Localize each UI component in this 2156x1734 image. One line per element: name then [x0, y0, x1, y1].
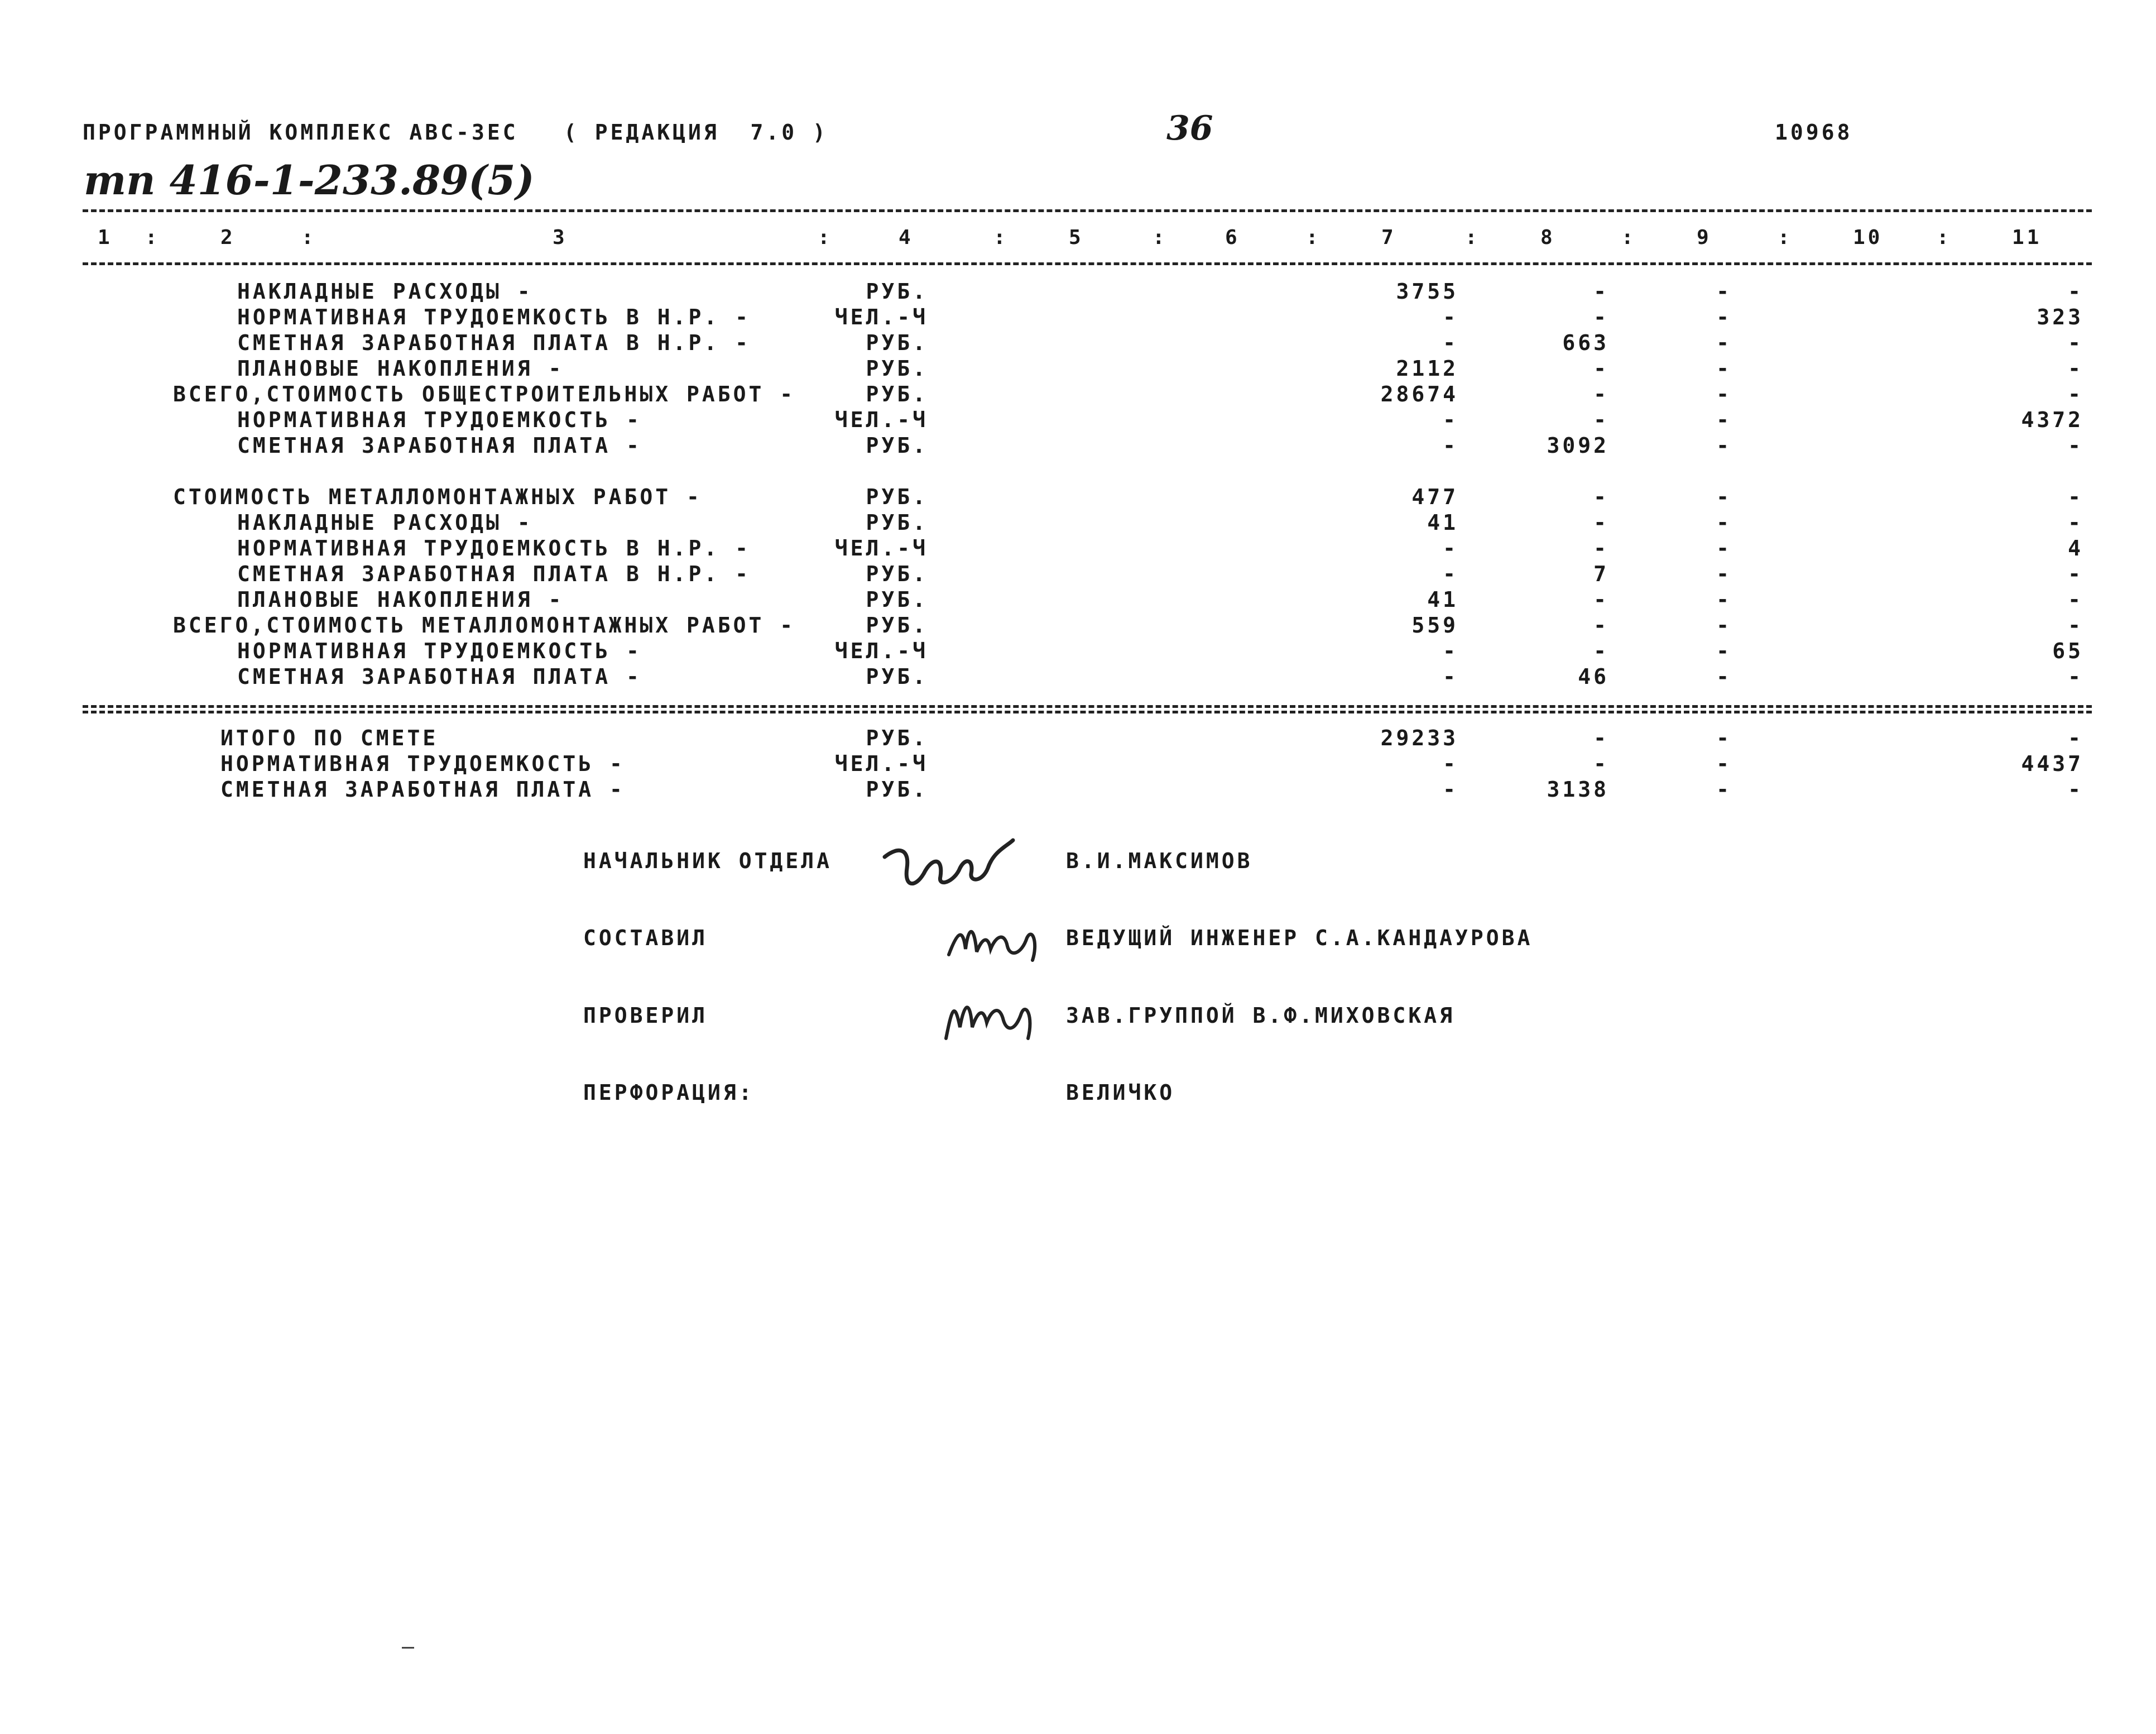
rule-totals-top-2: [83, 711, 2092, 713]
col-3: 3: [553, 226, 568, 249]
col-sep: :: [145, 226, 160, 249]
row-unit: РУБ.: [866, 726, 928, 750]
row-col-11: 4372: [2021, 408, 2083, 432]
row-col-7: -: [1443, 777, 1458, 802]
row-col-8: 7: [1593, 562, 1609, 586]
row-col-9: -: [1716, 562, 1732, 586]
row-label: СМЕТНАЯ ЗАРАБОТНАЯ ПЛАТА -: [220, 777, 625, 802]
row-col-7: -: [1443, 751, 1458, 776]
table-row: [0, 777, 2156, 803]
row-col-8: -: [1593, 382, 1609, 406]
sig-name-perforation: ВЕЛИЧКО: [1066, 1080, 1175, 1105]
table-row: [0, 726, 2156, 751]
row-col-7: -: [1443, 664, 1458, 689]
row-col-9: -: [1716, 510, 1732, 535]
row-col-11: -: [2068, 356, 2083, 381]
row-unit: ЧЕЛ.-Ч: [834, 408, 928, 432]
table-row: [0, 510, 2156, 536]
row-col-11: -: [2068, 664, 2083, 689]
edition-label: ( РЕДАКЦИЯ 7.0 ): [564, 120, 828, 145]
signature-head-drawing: [876, 835, 1021, 896]
row-col-7: 41: [1427, 587, 1458, 612]
row-col-9: -: [1716, 279, 1732, 304]
rule-totals-top: [83, 705, 2092, 708]
row-col-9: -: [1716, 639, 1732, 663]
program-title: ПРОГРАММНЫЙ КОМПЛЕКС АВС-3ЕС: [83, 120, 518, 145]
row-col-7: 3755: [1396, 279, 1458, 304]
row-label: СМЕТНАЯ ЗАРАБОТНАЯ ПЛАТА -: [237, 664, 642, 689]
row-col-8: 663: [1562, 330, 1609, 355]
row-col-8: -: [1593, 536, 1609, 561]
row-col-9: -: [1716, 751, 1732, 776]
row-col-8: -: [1593, 510, 1609, 535]
sig-name-checked: ЗАВ.ГРУППОЙ В.Ф.МИХОВСКАЯ: [1066, 1003, 1455, 1028]
sig-role-perforation: ПЕРФОРАЦИЯ:: [583, 1080, 755, 1105]
row-col-7: -: [1443, 433, 1458, 458]
col-7: 7: [1381, 226, 1396, 249]
row-col-11: 4: [2068, 536, 2083, 561]
signature-checked-drawing: [938, 983, 1044, 1050]
table-row: [0, 536, 2156, 562]
stray-mark: [402, 1647, 414, 1649]
col-sep: :: [301, 226, 316, 249]
row-col-11: -: [2068, 382, 2083, 406]
row-col-11: -: [2068, 279, 2083, 304]
row-col-8: -: [1593, 639, 1609, 663]
col-11: 11: [2012, 226, 2042, 249]
col-9: 9: [1697, 226, 1712, 249]
table-row: [0, 382, 2156, 408]
row-col-11: -: [2068, 485, 2083, 509]
table-row: [0, 751, 2156, 777]
row-label: СТОИМОСТЬ МЕТАЛЛОМОНТАЖНЫХ РАБОТ -: [173, 485, 702, 509]
row-unit: РУБ.: [866, 279, 928, 304]
row-unit: РУБ.: [866, 330, 928, 355]
row-col-11: -: [2068, 433, 2083, 458]
rule-header-bottom: [83, 262, 2092, 265]
row-col-7: -: [1443, 639, 1458, 663]
row-col-8: 3138: [1547, 777, 1609, 802]
row-label: НОРМАТИВНАЯ ТРУДОЕМКОСТЬ -: [220, 751, 625, 776]
row-label: НАКЛАДНЫЕ РАСХОДЫ -: [237, 510, 533, 535]
row-col-8: 3092: [1547, 433, 1609, 458]
table-row: [0, 356, 2156, 382]
row-unit: РУБ.: [866, 613, 928, 638]
row-label: ВСЕГО,СТОИМОСТЬ ОБЩЕСТРОИТЕЛЬНЫХ РАБОТ -: [173, 382, 796, 406]
row-col-9: -: [1716, 587, 1732, 612]
table-row: [0, 408, 2156, 433]
row-col-7: -: [1443, 330, 1458, 355]
row-unit: ЧЕЛ.-Ч: [834, 305, 928, 329]
row-unit: РУБ.: [866, 485, 928, 509]
row-col-9: -: [1716, 305, 1732, 329]
row-col-8: -: [1593, 613, 1609, 638]
row-col-11: -: [2068, 726, 2083, 750]
row-col-9: -: [1716, 382, 1732, 406]
row-col-9: -: [1716, 536, 1732, 561]
col-sep: :: [1465, 226, 1480, 249]
row-col-11: -: [2068, 613, 2083, 638]
table-row: [0, 587, 2156, 613]
row-label: НОРМАТИВНАЯ ТРУДОЕМКОСТЬ В Н.Р. -: [237, 305, 751, 329]
row-col-11: -: [2068, 587, 2083, 612]
col-sep: :: [1778, 226, 1793, 249]
row-label: НОРМАТИВНАЯ ТРУДОЕМКОСТЬ -: [237, 408, 642, 432]
row-col-9: -: [1716, 664, 1732, 689]
col-sep: :: [1621, 226, 1636, 249]
row-label: НОРМАТИВНАЯ ТРУДОЕМКОСТЬ В Н.Р. -: [237, 536, 751, 561]
row-col-8: 46: [1578, 664, 1609, 689]
row-col-8: -: [1593, 587, 1609, 612]
doc-number: 10968: [1775, 120, 1853, 145]
row-col-7: -: [1443, 408, 1458, 432]
row-col-9: -: [1716, 408, 1732, 432]
row-col-9: -: [1716, 356, 1732, 381]
rule-top: [83, 209, 2092, 212]
sig-name-head: В.И.МАКСИМОВ: [1066, 849, 1253, 873]
row-label: СМЕТНАЯ ЗАРАБОТНАЯ ПЛАТА В Н.Р. -: [237, 330, 751, 355]
table-row: [0, 330, 2156, 356]
sig-role-composed: СОСТАВИЛ: [583, 926, 708, 950]
col-sep: :: [1153, 226, 1168, 249]
row-label: ВСЕГО,СТОИМОСТЬ МЕТАЛЛОМОНТАЖНЫХ РАБОТ -: [173, 613, 796, 638]
table-row: [0, 433, 2156, 459]
page-number: 36: [1166, 109, 1213, 148]
row-unit: РУБ.: [866, 433, 928, 458]
row-unit: ЧЕЛ.-Ч: [834, 639, 928, 663]
row-col-8: -: [1593, 751, 1609, 776]
row-col-7: 2112: [1396, 356, 1458, 381]
project-code: тп 416-1-233.89(5): [84, 156, 535, 204]
row-col-8: -: [1593, 408, 1609, 432]
table-row: [0, 279, 2156, 305]
row-unit: РУБ.: [866, 664, 928, 689]
row-label: ПЛАНОВЫЕ НАКОПЛЕНИЯ -: [237, 356, 564, 381]
row-col-11: 65: [2052, 639, 2083, 663]
row-col-7: 28674: [1380, 382, 1458, 406]
col-sep: :: [993, 226, 1009, 249]
sig-role-head: НАЧАЛЬНИК ОТДЕЛА: [583, 849, 833, 873]
row-col-7: 29233: [1380, 726, 1458, 750]
row-label: НАКЛАДНЫЕ РАСХОДЫ -: [237, 279, 533, 304]
row-unit: РУБ.: [866, 777, 928, 802]
sig-name-composed: ВЕДУЩИЙ ИНЖЕНЕР С.А.КАНДАУРОВА: [1066, 926, 1533, 950]
row-col-9: -: [1716, 485, 1732, 509]
col-6: 6: [1225, 226, 1240, 249]
row-col-8: -: [1593, 726, 1609, 750]
table-row: [0, 305, 2156, 330]
row-col-11: -: [2068, 777, 2083, 802]
row-col-11: -: [2068, 330, 2083, 355]
row-unit: РУБ.: [866, 562, 928, 586]
row-label: СМЕТНАЯ ЗАРАБОТНАЯ ПЛАТА В Н.Р. -: [237, 562, 751, 586]
row-unit: РУБ.: [866, 356, 928, 381]
row-col-8: -: [1593, 279, 1609, 304]
row-col-7: -: [1443, 536, 1458, 561]
sig-role-checked: ПРОВЕРИЛ: [583, 1003, 708, 1028]
row-col-8: -: [1593, 485, 1609, 509]
row-col-9: -: [1716, 726, 1732, 750]
row-unit: ЧЕЛ.-Ч: [834, 536, 928, 561]
col-8: 8: [1540, 226, 1555, 249]
table-row: [0, 664, 2156, 690]
col-5: 5: [1069, 226, 1084, 249]
col-sep: :: [1306, 226, 1321, 249]
row-col-9: -: [1716, 777, 1732, 802]
row-col-7: 559: [1411, 613, 1458, 638]
row-unit: ЧЕЛ.-Ч: [834, 751, 928, 776]
col-1: 1: [98, 226, 113, 249]
row-col-8: -: [1593, 356, 1609, 381]
row-col-7: -: [1443, 305, 1458, 329]
row-col-7: 477: [1411, 485, 1458, 509]
col-10: 10: [1853, 226, 1883, 249]
row-col-9: -: [1716, 433, 1732, 458]
row-unit: РУБ.: [866, 587, 928, 612]
column-header-row: [0, 226, 2156, 252]
col-sep: :: [1937, 226, 1952, 249]
table-row: [0, 485, 2156, 510]
col-2: 2: [220, 226, 236, 249]
row-label: НОРМАТИВНАЯ ТРУДОЕМКОСТЬ -: [237, 639, 642, 663]
row-label: СМЕТНАЯ ЗАРАБОТНАЯ ПЛАТА -: [237, 433, 642, 458]
row-unit: РУБ.: [866, 510, 928, 535]
table-row: [0, 613, 2156, 639]
row-col-11: -: [2068, 510, 2083, 535]
row-col-7: 41: [1427, 510, 1458, 535]
row-unit: РУБ.: [866, 382, 928, 406]
row-col-8: -: [1593, 305, 1609, 329]
row-col-11: -: [2068, 562, 2083, 586]
row-label: ПЛАНОВЫЕ НАКОПЛЕНИЯ -: [237, 587, 564, 612]
row-col-11: 323: [2037, 305, 2083, 329]
col-4: 4: [899, 226, 914, 249]
row-label: ИТОГО ПО СМЕТЕ: [220, 726, 439, 750]
col-sep: :: [818, 226, 833, 249]
signature-composed-drawing: [943, 910, 1049, 971]
table-row: [0, 639, 2156, 664]
row-col-7: -: [1443, 562, 1458, 586]
row-col-11: 4437: [2021, 751, 2083, 776]
row-col-9: -: [1716, 330, 1732, 355]
table-row: [0, 562, 2156, 587]
row-col-9: -: [1716, 613, 1732, 638]
